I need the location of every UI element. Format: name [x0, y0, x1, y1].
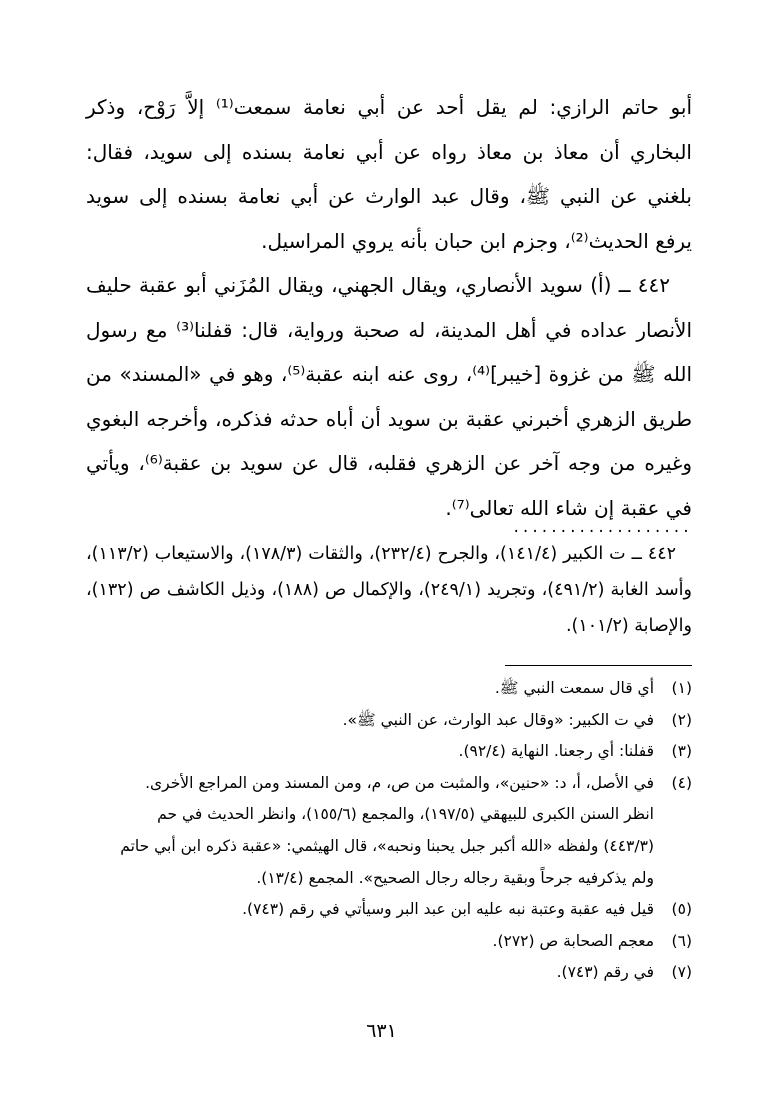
- references-block: [86, 536, 692, 644]
- footnote-text: [86, 736, 654, 768]
- footnotes: [86, 673, 692, 989]
- paragraph-abu-hatim: أبو حاتم الرازي: لم يقل أحد عن أبي نعامة سمعت⁽¹⁾ إلاَّ رَوْح، وذكر البخاري أن معاذ بن معاذ رواه عن أبي نعامة بسنده إلى سويد، فقال: بلغني عن النبي ﷺ، وقال عبد الوارث عن أبي نعامة بسنده إلى سويد يرفع الحديث⁽²⁾، وجزم ابن حبان بأنه يروي المراسيل.: [86, 95, 692, 253]
- footnote-number: (٥): [671, 900, 692, 919]
- footnote-rule: [505, 665, 692, 666]
- footnote-text: [86, 926, 654, 958]
- footnote-number: (٤): [671, 773, 692, 792]
- references-text: ٤٤٢ ــ ت الكبير (١٤١/٤)، والجرح (٢٣٢/٤)، والثقات (١٧٨/٣)، والاستيعاب (١١٣/٢)، وأسد الغابة (٤٩١/٢)، وتجريد (٢٤٩/١)، والإكمال ص (١٨٨)، وذيل الكاشف ص (١٣٢)، والإصابة (١٠١/٢).: [86, 544, 692, 636]
- footnote-text: [86, 768, 654, 894]
- footnote-line: قيل فيه عقبة وعتبة نبه عليه ابن عبد البر وسيأتي في رقم (٧٤٣).: [242, 900, 654, 919]
- footnote-number: (٢): [671, 710, 692, 729]
- footnote-2: [86, 705, 692, 737]
- footnote-line: أي قال سمعت النبي ﷺ.: [494, 679, 654, 697]
- footnote-text: [86, 705, 654, 737]
- footnote-text: [86, 957, 654, 989]
- footnote-number: (٧): [671, 963, 692, 982]
- footnote-3: [86, 736, 692, 768]
- dotted-separator: ...................: [512, 520, 692, 536]
- footnote-7: [86, 957, 692, 989]
- footnote-number: (٣): [671, 742, 692, 761]
- footnote-number: (١): [671, 679, 692, 697]
- footnote-line: (٤٤٣/٣) ولفظه «الله أكبر جبل يحبنا ونحبه»، قال الهيثمي: «عقبة ذكره ابن أبي حاتم: [120, 836, 654, 855]
- footnote-line: قفلنا: أي رجعنا. النهاية (٩٢/٤).: [458, 742, 654, 761]
- footnote-text: [86, 894, 654, 926]
- footnote-text: [86, 673, 654, 705]
- footnote-5: [86, 894, 692, 926]
- main-text: [86, 85, 692, 530]
- page-number: ٦٣١: [366, 1020, 397, 1042]
- footnote-4: [86, 768, 692, 894]
- footnote-line: انظر السنن الكبرى للبيهقي (١٩٧/٥)، والمجمع (١٥٥/٦)، وانظر الحديث في حم: [157, 805, 654, 824]
- footnote-number: (٦): [671, 931, 692, 950]
- footnote-line: في الأصل، أ، د: «حنين»، والمثبت من ص، م، ومن المسند ومن المراجع الأخرى.: [145, 773, 654, 792]
- footnote-line: في رقم (٧٤٣).: [556, 963, 654, 982]
- footnote-6: [86, 926, 692, 958]
- entry-442-suwaid: ٤٤٢ ــ (أ) سويد الأنصاري، ويقال الجهني، ويقال المُزَني أبو عقبة حليف الأنصار عداده في أهل المدينة، له صحبة ورواية، قال: قفلنا⁽³⁾ مع رسول الله ﷺ من غزوة [خيبر]⁽⁴⁾، روى عنه ابنه عقبة⁽⁵⁾، وهو في «المسند» من طريق الزهري أخبرني عقبة بن سويد أن أباه حدثه فذكره، وأخرجه البغوي وغيره من وجه آخر عن الزهري فقلبه، قال عن سويد بن عقبة⁽⁶⁾، ويأتي في عقبة إن شاء الله تعالى⁽⁷⁾.: [86, 273, 693, 520]
- footnote-line: معجم الصحابة ص (٢٧٢).: [492, 931, 654, 950]
- footnote-line: في ت الكبير: «وقال عبد الوارث، عن النبي ﷺ».: [342, 710, 654, 729]
- footnote-line: ولم يذكرفيه جرحاً وبقية رجاله رجال الصحيح». المجمع (١٣/٤).: [256, 868, 654, 887]
- footnote-1: [86, 673, 692, 705]
